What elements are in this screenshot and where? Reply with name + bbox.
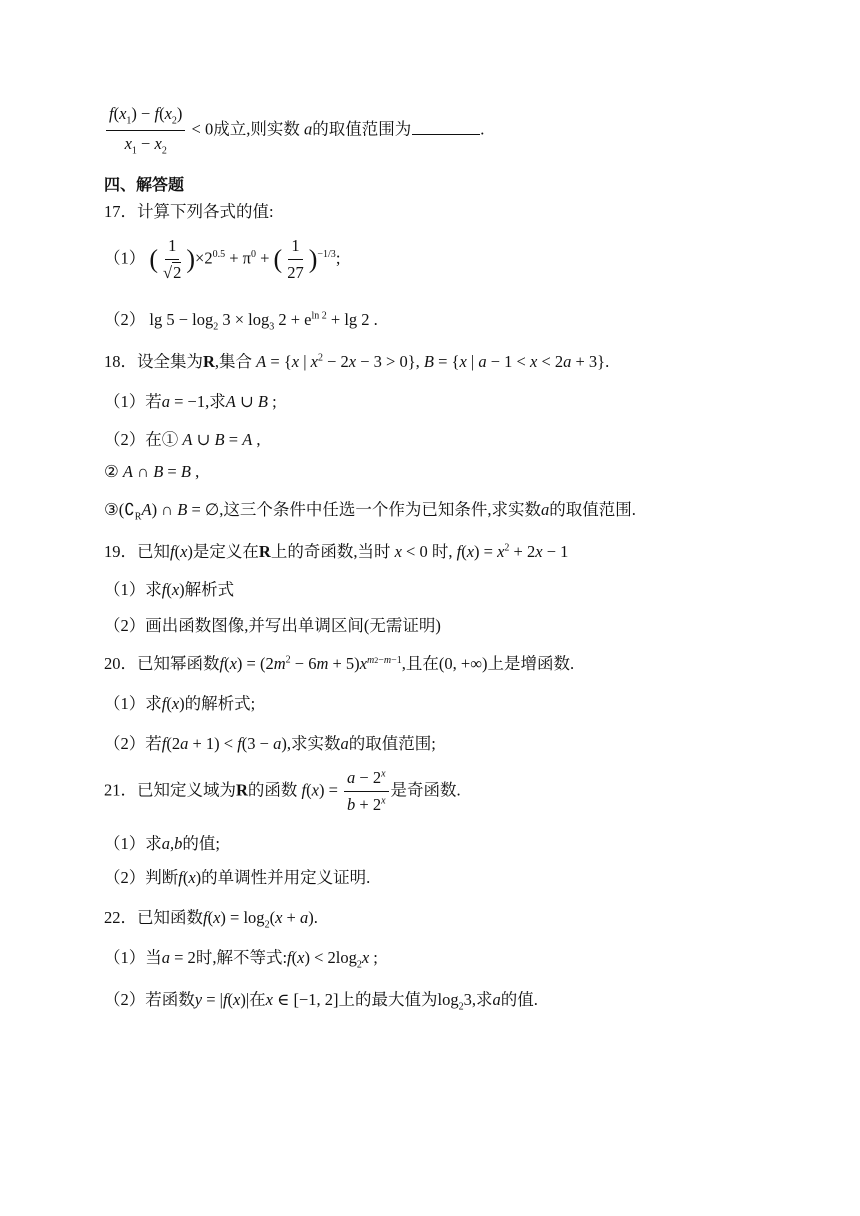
q22-p2: （2）若函数 — [104, 990, 195, 1009]
q20-p2: （2）若 — [104, 734, 162, 753]
q21-stem-a: 21．已知定义域为 — [104, 780, 236, 800]
q20-stem: 20．已知幂函数$f(x) = (2m^2 - 6m + 5)x^{m2-m-1}$,且在(0, +∞)上是增函数. — [104, 654, 575, 673]
q18-p2: （2）在① — [104, 430, 179, 449]
q16-end: . — [480, 119, 485, 139]
q22-p2e: 的值. — [500, 990, 538, 1009]
q22-stem-a: 22．已知函数 — [104, 908, 203, 927]
section-title: 四、解答题 — [104, 175, 185, 194]
q18-part2: （2）在① A ∪ B = A , — [104, 430, 261, 449]
q19-stem: 19．已知f(x)是定义在R上的奇函数,当时 x < 0 时, $f(x) = x^2 + 2x - 1$ — [104, 542, 569, 561]
q16-tail-line — [104, 104, 484, 158]
q22-p1b: 时,解不等式: — [195, 948, 288, 967]
q16-fraction: $\frac{f(x_1) - f(x_2)}{x_1 - x_2}$ — [106, 104, 185, 158]
q18-stem-a: 18．设全集为 — [104, 352, 203, 371]
q19-R: R — [258, 542, 271, 561]
q17-stem: 17．计算下列各式的值: — [104, 202, 274, 221]
q21-stem: 21．已知定义域为R的函数 f(x) = $\frac{a - 2^x}{b + 2^x}$ 是奇函数. — [104, 768, 461, 814]
q18-R: R — [203, 352, 215, 371]
q19-p1b: 解析式 — [184, 580, 235, 599]
q21-R: R — [236, 780, 248, 800]
q21-p1b: 的值; — [182, 834, 220, 853]
q20-p1: （1）求 — [104, 694, 162, 713]
q18-p1b: ,求 — [205, 392, 226, 411]
q19-p1: （1）求 — [104, 580, 162, 599]
q20-p2b: ,求实数 — [286, 734, 341, 753]
q16-rest: 的取值范围为 — [312, 119, 412, 139]
q18-p1: （1）若 — [104, 392, 162, 411]
q20-stem-b: ,且在 — [401, 654, 439, 673]
q22-p2c: 上的最大值为 — [338, 990, 438, 1009]
q22-p1: （1）当 — [104, 948, 162, 967]
q22-p2b: 在 — [249, 990, 266, 1009]
q19-part1: （1）求f(x)解析式 — [104, 580, 235, 599]
q18-cond3: $③(∁_RA)$ ∩ B = ∅,这三个条件中任选一个作为已知条件,求实数a的取值范围. — [104, 500, 636, 523]
q20-p1b: 的解析式; — [184, 694, 256, 713]
q20-p2c: 的取值范围; — [348, 734, 436, 753]
q18-cond2: ② A ∩ B = B , — [104, 462, 200, 481]
q19-part2: （2）画出函数图像,并写出单调区间(无需证明) — [104, 616, 441, 635]
q21-part2: （2）判断f(x)的单调性并用定义证明. — [104, 868, 371, 887]
q21-stem-c: 是奇函数. — [390, 780, 461, 800]
q17-part1: （1） ( $\frac{1}{√2}$ )$\times 2^{0.5} + \pi^0$ + ( $\frac{1}{27}$ )$^{-1/3}$; — [104, 236, 341, 282]
q16-lt0: < 0 — [191, 119, 214, 139]
q21-stem-b: 的函数 — [247, 780, 298, 800]
q18-c2: ② — [104, 462, 119, 481]
q18-part1: （1）若a = −1,求A ∪ B ; — [104, 392, 277, 411]
q19-stem-c: 上的奇函数,当时 — [270, 542, 391, 561]
q17-p2-label: （2） — [104, 310, 146, 329]
q18-stem-b: ,集合 — [214, 352, 253, 371]
q19-stem-b: 是定义在 — [192, 542, 259, 561]
q22-stem: 22．已知函数$f(x) = \log_2(x + a)$. — [104, 908, 318, 931]
q18-stem: 18．设全集为R,集合 A = {x | $x^2 - 2x - 3 > 0$}, B = {x | a − 1 < x < 2a + 3}. — [104, 352, 610, 371]
q20-part2: （2）若f(2a + 1) < f(3 − a),求实数a的取值范围; — [104, 734, 436, 753]
q16-cond: 成立,则实数 — [213, 119, 300, 139]
q22-p2d: ,求 — [471, 990, 493, 1009]
q21-p2: （2）判断 — [104, 868, 179, 887]
q21-part1: （1）求a,b的值; — [104, 834, 220, 853]
q19-stem-a: 19．已知 — [104, 542, 170, 561]
q17-part2 — [104, 306, 378, 332]
q17-p2-expr: $\lg 5 - \log_2 3 \times \log_3 2 + e^{ln 2} + \lg 2$ . — [149, 310, 378, 333]
q20-stem-a: 20．已知幂函数 — [104, 654, 220, 673]
q20-part1: （1）求f(x)的解析式; — [104, 694, 256, 713]
q18-c3-tail: ,这三个条件中任选一个作为已知条件,求实数 — [219, 500, 542, 519]
q16-var-a: a — [303, 119, 313, 139]
q18-c3-end: 的取值范围. — [549, 500, 636, 519]
q21-p1: （1）求 — [104, 834, 162, 853]
q21-fraction: $\frac{a - 2^x}{b + 2^x}$ — [344, 768, 389, 815]
q17-p1-label: （1） — [104, 248, 146, 268]
q21-p2b: 的单调性并用定义证明. — [201, 868, 371, 887]
q22-part1: （1）当a = 2时,解不等式:f(x) < $2\log_2x$ ; — [104, 948, 378, 971]
q18-c3: ③ — [104, 500, 119, 519]
q20-stem-c: 上是增函数. — [487, 654, 575, 673]
q22-part2: （2）若函数y = |f(x)|在x ∈ [−1, 2]上的最大值为$\log_23$,求a的值. — [104, 990, 538, 1013]
q16-answer-blank — [412, 120, 480, 135]
